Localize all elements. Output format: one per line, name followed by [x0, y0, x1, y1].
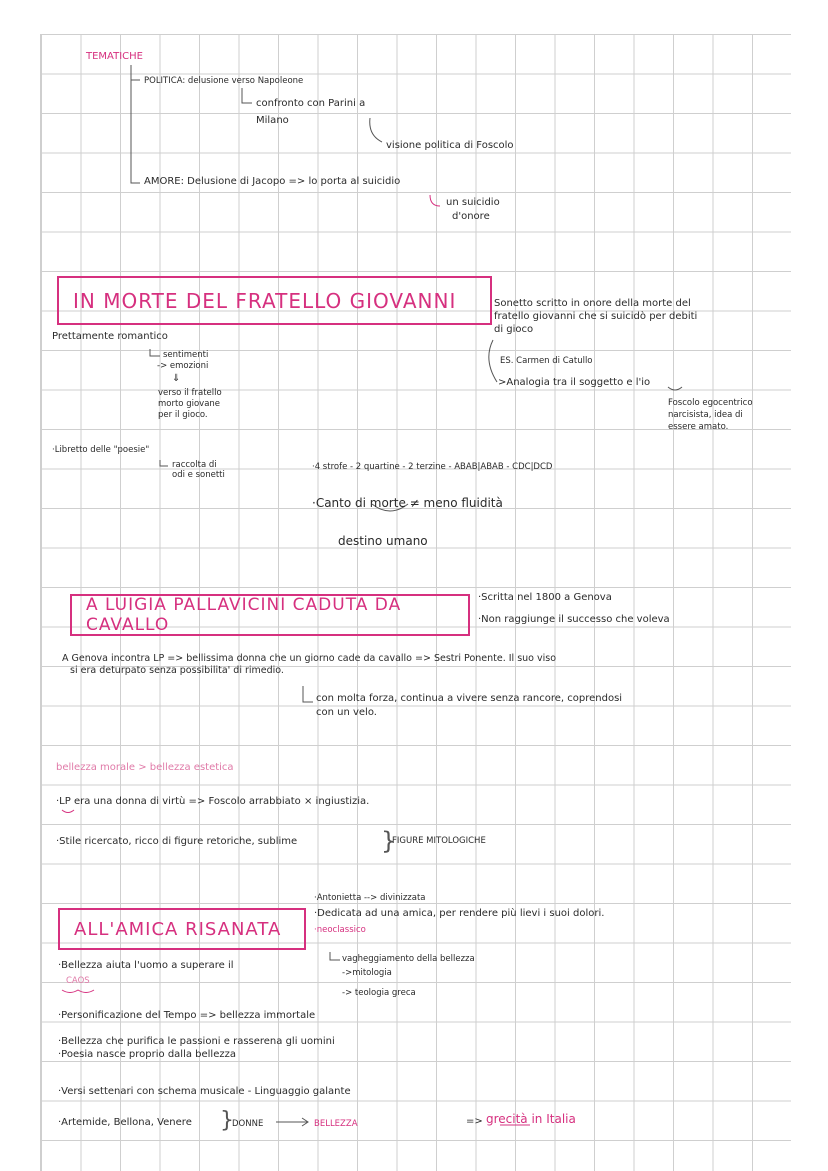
sonetto-note-1: Sonetto scritto in onore della morte del [494, 298, 691, 309]
raccolta-note-2: odi e sonetti [172, 470, 225, 480]
destino-note: destino umano [338, 534, 428, 548]
fratello-title: IN MORTE DEL FRATELLO GIOVANNI [73, 288, 457, 313]
stile-note: ·Stile ricercato, ricco di figure retoriche, sublime [56, 836, 298, 847]
confronto-city: Milano [256, 115, 289, 126]
tematiche-heading: TEMATICHE [86, 51, 143, 62]
versi-note: ·Versi settenari con schema musicale - Linguaggio galante [58, 1086, 351, 1097]
amore-note: AMORE: Delusione di Jacopo => lo porta al suicidio [144, 176, 401, 187]
libretto-note: ·Libretto delle "poesie" [52, 445, 150, 455]
amica-title: ALL'AMICA RISANATA [74, 918, 282, 940]
analogia-note: >Analogia tra il soggetto e l'io [498, 377, 651, 388]
brace-icon-2: } [220, 1108, 234, 1133]
lp-virtu-note: ·LP era una donna di virtù => Foscolo arrabbiato × ingiustizia. [56, 796, 370, 807]
foscolo-note-2: narcisista, idea di [668, 410, 743, 420]
scritta-note: ·Scritta nel 1800 a Genova [478, 592, 612, 603]
neoclassico-note: ·neoclassico [314, 925, 366, 935]
amica-title-box [58, 908, 306, 950]
bellezza-note: BELLEZZA [314, 1119, 358, 1129]
artemide-note: ·Artemide, Bellona, Venere [58, 1117, 192, 1128]
caos-note: CAOS [66, 976, 90, 986]
bellezza-morale-note: bellezza morale > bellezza estetica [56, 762, 234, 773]
donne-note: DONNE [232, 1119, 264, 1129]
brace-icon: } [381, 827, 397, 855]
genova-note-1: A Genova incontra LP => bellissima donna che un giorno cade da cavallo => Sestri Ponente. Il suo viso [62, 653, 557, 664]
mitologia-note: ->mitologia [342, 968, 392, 978]
strofe-note: ·4 strofe - 2 quartine - 2 terzine - ABAB|ABAB - CDC|DCD [312, 462, 553, 472]
politica-note: POLITICA: delusione verso Napoleone [144, 76, 304, 86]
successo-note: ·Non raggiunge il successo che voleva [478, 614, 670, 625]
antonietta-note: ·Antonietta --> divinizzata [314, 893, 426, 903]
vagheggiamento-note: vagheggiamento della bellezza [342, 954, 475, 964]
suicidio-note-2: d'onore [452, 211, 490, 222]
verso-note-2: morto giovane [158, 399, 221, 409]
carmen-note: ES. Carmen di Catullo [500, 356, 593, 366]
verso-note-3: per il gioco. [158, 410, 208, 420]
sentimenti-note: sentimenti [163, 350, 209, 360]
grecita-note: grecità in Italia [486, 1112, 576, 1126]
romantico-note: Prettamente romantico [52, 331, 168, 342]
luigia-title: A LUIGIA PALLAVICINI CADUTA DA CAVALLO [86, 595, 402, 635]
emozioni-note: -> emozioni [157, 361, 209, 371]
bellezza-aiuta-note: ·Bellezza aiuta l'uomo a superare il [58, 960, 234, 971]
purifica-note: ·Bellezza che purifica le passioni e rasserena gli uomini [58, 1036, 335, 1047]
forza-note-2: con un velo. [316, 707, 377, 718]
fratello-title-box [57, 276, 492, 325]
raccolta-note-1: raccolta di [172, 460, 217, 470]
forza-note-1: con molta forza, continua a vivere senza rancore, coprendosi [316, 693, 623, 704]
personificazione-note: ·Personificazione del Tempo => bellezza immortale [58, 1010, 316, 1021]
grecita-prefix: => [466, 1116, 483, 1127]
verso-note-1: verso il fratello [158, 388, 222, 398]
visione-note: visione politica di Foscolo [386, 140, 514, 151]
dedicata-note: ·Dedicata ad una amica, per rendere più lievi i suoi dolori. [314, 908, 605, 919]
confronto-note: confronto con Parini a [256, 98, 366, 109]
luigia-title-box [70, 594, 470, 636]
canto-note: ·Canto di morte ≠ meno fluidità [312, 496, 503, 510]
poesia-note: ·Poesia nasce proprio dalla bellezza [58, 1049, 236, 1060]
foscolo-note-3: essere amato. [668, 422, 729, 432]
down-arrow-icon: ⇓ [172, 373, 181, 384]
genova-note-2: si era deturpato senza possibilita' di rimedio. [70, 665, 284, 676]
figure-note: FIGURE MITOLOGICHE [392, 836, 486, 846]
suicidio-note-1: un suicidio [446, 197, 500, 208]
sonetto-note-2: fratello giovanni che si suicidò per debiti [494, 311, 698, 322]
teologia-note: -> teologia greca [342, 988, 416, 998]
foscolo-note-1: Foscolo egocentrico [668, 398, 753, 408]
sonetto-note-3: di gioco [494, 324, 534, 335]
